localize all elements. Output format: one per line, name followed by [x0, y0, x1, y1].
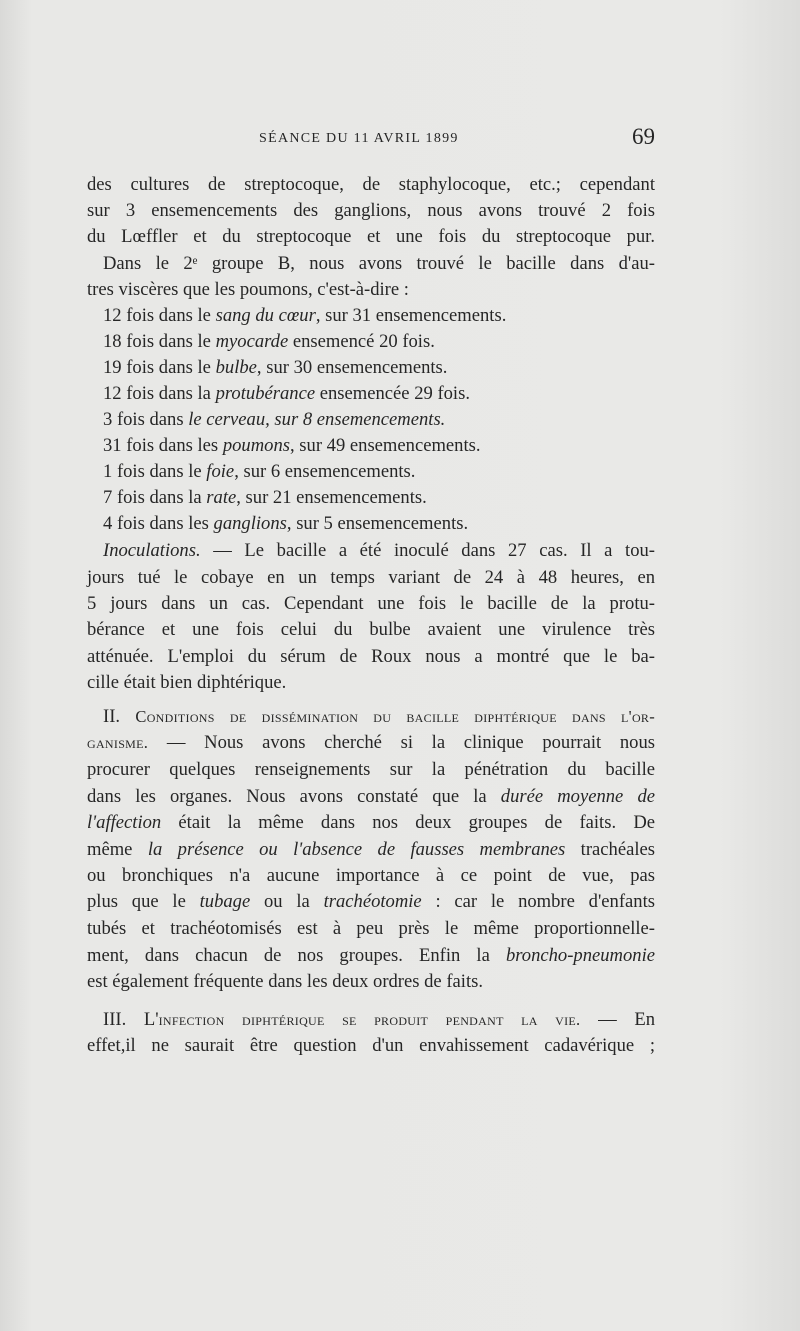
text-line: [103, 434, 655, 458]
text-line: [87, 278, 655, 302]
text-segment: 1 fois dans le: [103, 461, 207, 482]
text-segment: tres viscères que les poumons, c'est-à-dire :: [87, 279, 409, 300]
text-segment: est également fréquente dans les deux ordres de faits.: [87, 971, 483, 992]
text-line: [103, 252, 655, 276]
text-line: [103, 1008, 655, 1032]
text-line: [87, 225, 655, 249]
text-segment: 31 fois dans les: [103, 435, 223, 456]
text-segment: ment, dans chacun de nos groupes. Enfin la: [87, 945, 506, 966]
text-segment: — Nous avons cherché si la clinique pourrait nous: [148, 732, 655, 753]
text-segment: ensemencée 29 fois.: [315, 383, 470, 404]
text-line: [87, 838, 655, 862]
italic-text: l'affection: [87, 812, 162, 833]
text-line: [87, 645, 655, 669]
small-caps-heading: Conditions de dissémination du bacille diphtérique dans l'or-: [135, 707, 656, 726]
text-line: [87, 917, 655, 941]
small-caps-heading: infection diphtérique se produit pendant la vie.: [158, 1010, 581, 1029]
italic-text: myocarde: [215, 331, 289, 352]
text-segment: II.: [103, 706, 136, 727]
text-segment: cille était bien diphtérique.: [87, 672, 287, 693]
text-segment: , sur 49 ensemencements.: [289, 435, 481, 456]
text-line: [87, 173, 655, 197]
italic-text: foie: [206, 461, 235, 482]
italic-text: Inoculations.: [103, 540, 201, 561]
text-segment: 12 fois dans le: [103, 305, 216, 326]
text-segment: jours tué le cobaye en un temps variant de 24 à 48 heures, en: [87, 567, 655, 588]
page-number: 69: [632, 124, 655, 149]
text-segment: du Lœffler et du streptocoque et une fois du streptocoque pur.: [87, 226, 655, 247]
text-segment: même: [87, 839, 148, 860]
text-segment: 3 fois dans: [103, 409, 189, 430]
text-segment: plus que le: [87, 891, 200, 912]
text-segment: Dans le 2ᵉ groupe B, nous avons trouvé le bacille dans d'au-: [103, 253, 655, 274]
text-line: [87, 671, 655, 695]
text-segment: , sur 21 ensemencements.: [236, 487, 427, 508]
text-segment: atténuée. L'emploi du sérum de Roux nous a montré que le ba-: [87, 646, 655, 667]
italic-text: le cerveau, sur 8 ensemencements.: [188, 409, 446, 430]
text-line: [87, 731, 655, 755]
text-segment: des cultures de streptocoque, de staphylocoque, etc.; cependant: [87, 174, 655, 195]
text-line: [87, 785, 655, 809]
text-segment: effet,il ne saurait être question d'un envahissement cadavérique ;: [87, 1035, 655, 1056]
italic-text: protubérance: [215, 383, 316, 404]
page-header: [87, 124, 655, 152]
text-line: [87, 890, 655, 914]
text-segment: procurer quelques renseignements sur la pénétration du bacille: [87, 759, 655, 780]
text-segment: — Le bacille a été inoculé dans 27 cas. Il a tou-: [200, 540, 655, 561]
text-line: [87, 758, 655, 782]
text-line: [103, 356, 655, 380]
text-segment: — En: [580, 1009, 656, 1030]
italic-text: bulbe: [215, 357, 257, 378]
small-caps-heading: ganisme.: [87, 733, 149, 752]
text-segment: était la même dans nos deux groupes de faits. De: [161, 812, 655, 833]
text-segment: , sur 6 ensemencements.: [234, 461, 416, 482]
italic-text: sang du cœur: [215, 305, 316, 326]
text-line: [87, 811, 655, 835]
text-line: [103, 382, 655, 406]
text-segment: , sur 30 ensemencements.: [256, 357, 448, 378]
text-segment: sur 3 ensemencements des ganglions, nous avons trouvé 2 fois: [87, 200, 655, 221]
text-line: [103, 512, 655, 536]
text-line: [87, 1034, 655, 1058]
text-line: [87, 199, 655, 223]
text-line: [103, 304, 655, 328]
text-segment: ou la: [250, 891, 324, 912]
italic-text: broncho-pneumonie: [505, 945, 655, 966]
text-line: [103, 408, 655, 432]
text-line: [103, 539, 655, 563]
text-segment: , sur 5 ensemencements.: [286, 513, 469, 534]
text-segment: dans les organes. Nous avons constaté que la: [87, 786, 501, 807]
text-segment: III. L': [103, 1009, 159, 1030]
text-segment: ou bronchiques n'a aucune importance à ce point de vue, pas: [87, 865, 655, 886]
text-segment: : car le nombre d'enfants: [421, 891, 655, 912]
text-segment: 5 jours dans un cas. Cependant une fois le bacille de la protu-: [87, 593, 655, 614]
text-line: [87, 970, 655, 994]
italic-text: ganglions: [213, 513, 287, 534]
text-segment: 19 fois dans le: [103, 357, 216, 378]
text-line: [103, 460, 655, 484]
italic-text: trachéotomie: [323, 891, 422, 912]
text-segment: ensemencé 20 fois.: [288, 331, 435, 352]
text-line: [87, 566, 655, 590]
text-segment: tubés et trachéotomisés est à peu près le même proportionnelle-: [87, 918, 655, 939]
italic-text: poumons: [222, 435, 290, 456]
text-line: [87, 944, 655, 968]
text-line: [103, 705, 655, 729]
italic-text: rate: [206, 487, 237, 508]
text-line: [87, 618, 655, 642]
text-line: [87, 592, 655, 616]
text-segment: , sur 31 ensemencements.: [315, 305, 507, 326]
italic-text: la présence ou l'absence de fausses membranes: [147, 839, 566, 860]
italic-text: tubage: [199, 891, 251, 912]
text-line: [103, 330, 655, 354]
text-segment: trachéales: [565, 839, 655, 860]
text-segment: 7 fois dans la: [103, 487, 207, 508]
running-title: SÉANCE DU 11 AVRIL 1899: [259, 131, 459, 146]
text-line: [87, 864, 655, 888]
italic-text: durée moyenne de: [500, 786, 655, 807]
text-segment: 18 fois dans le: [103, 331, 216, 352]
text-segment: bérance et une fois celui du bulbe avaient une virulence très: [87, 619, 655, 640]
text-segment: 12 fois dans la: [103, 383, 216, 404]
text-line: [103, 486, 655, 510]
text-segment: 4 fois dans les: [103, 513, 214, 534]
